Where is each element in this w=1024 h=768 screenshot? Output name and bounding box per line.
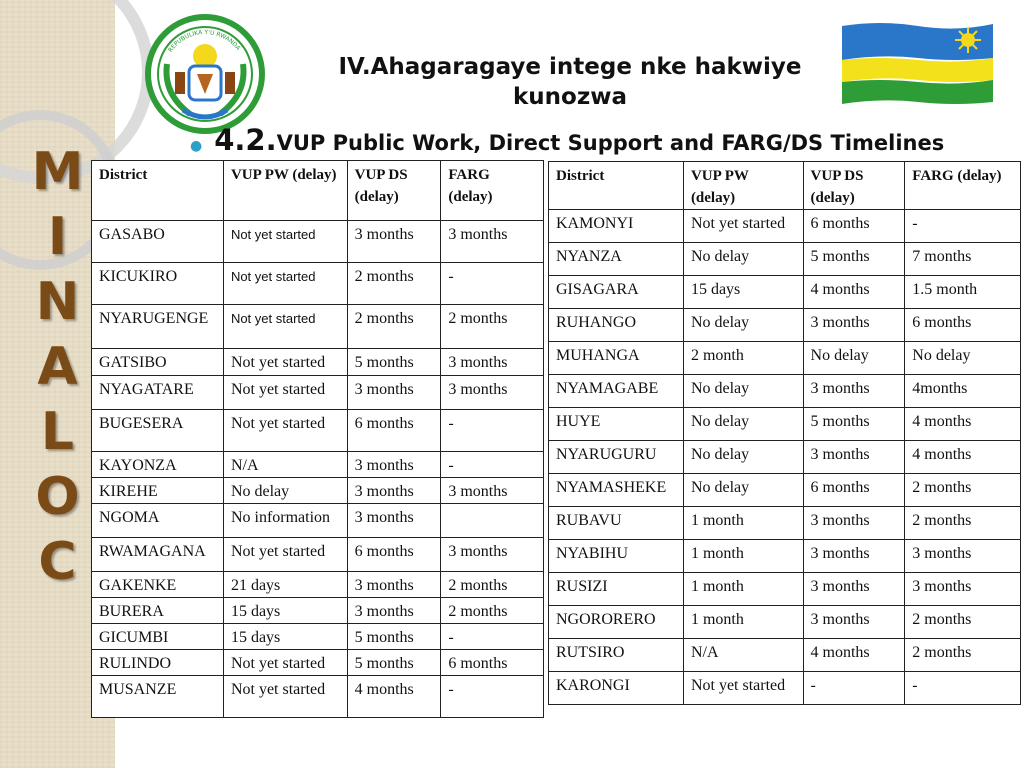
table-cell: 5 months: [347, 650, 441, 676]
table-cell: 3 months: [347, 572, 441, 598]
table-row: [549, 507, 1021, 540]
table-cell: Not yet started: [683, 210, 803, 243]
table-cell: RULINDO: [92, 650, 224, 676]
table-cell: 6 months: [441, 650, 544, 676]
table-cell: N/A: [683, 639, 803, 672]
table-cell: No delay: [905, 342, 1021, 375]
table-cell: Not yet started: [223, 221, 347, 263]
table-cell: NYAGATARE: [92, 376, 224, 410]
table-cell: 3 months: [347, 504, 441, 538]
table-cell: RUBAVU: [549, 507, 684, 540]
table-cell: KIREHE: [92, 478, 224, 504]
table-cell: 2 months: [905, 639, 1021, 672]
table-cell: No delay: [683, 474, 803, 507]
table-cell: Not yet started: [223, 410, 347, 452]
table-cell: 2 months: [905, 606, 1021, 639]
table-cell: Not yet started: [223, 263, 347, 305]
table-cell: Not yet started: [223, 376, 347, 410]
table-cell: 2 months: [347, 305, 441, 349]
table-cell: NYARUGURU: [549, 441, 684, 474]
table-cell: 15 days: [683, 276, 803, 309]
table-row: [549, 639, 1021, 672]
page-title: [240, 52, 900, 112]
table-cell: 3 months: [441, 538, 544, 572]
table-cell: NYABIHU: [549, 540, 684, 573]
table-cell: -: [441, 452, 544, 478]
table-cell: 3 months: [441, 349, 544, 376]
table-row: [549, 672, 1021, 705]
table-cell: 2 months: [441, 305, 544, 349]
table-cell: 3 months: [905, 540, 1021, 573]
table-cell: Not yet started: [223, 650, 347, 676]
table-row: [549, 441, 1021, 474]
table-cell: No information: [223, 504, 347, 538]
column-header: VUP PW (delay): [683, 162, 803, 210]
table-cell: 5 months: [347, 349, 441, 376]
table-row: [92, 572, 544, 598]
table-cell: Not yet started: [223, 676, 347, 718]
table-cell: MUHANGA: [549, 342, 684, 375]
column-header: FARG (delay): [441, 161, 544, 221]
table-row: [549, 276, 1021, 309]
table-row: [92, 305, 544, 349]
section-title: VUP Public Work, Direct Support and FARG/DS Timelines: [276, 131, 945, 155]
table-row: [92, 538, 544, 572]
table-cell: 4 months: [803, 639, 905, 672]
table-cell: RUSIZI: [549, 573, 684, 606]
table-cell: -: [905, 210, 1021, 243]
logo-letter: O: [35, 467, 80, 527]
table-cell: GISAGARA: [549, 276, 684, 309]
table-row: [549, 606, 1021, 639]
column-header: FARG (delay): [905, 162, 1021, 210]
table-cell: 1 month: [683, 540, 803, 573]
table-cell: 1.5 month: [905, 276, 1021, 309]
table-cell: 21 days: [223, 572, 347, 598]
table-row: [549, 375, 1021, 408]
table-cell: 4 months: [803, 276, 905, 309]
table-cell: 3 months: [803, 573, 905, 606]
table-row: [92, 263, 544, 305]
section-subtitle: [190, 123, 990, 157]
table-cell: 3 months: [803, 309, 905, 342]
table-cell: 3 months: [347, 598, 441, 624]
table-row: [92, 598, 544, 624]
table-cell: -: [441, 263, 544, 305]
district-delay-table-left: [91, 160, 544, 718]
table-cell: No delay: [683, 309, 803, 342]
table-cell: 3 months: [347, 478, 441, 504]
table-cell: GATSIBO: [92, 349, 224, 376]
column-header: VUP DS (delay): [347, 161, 441, 221]
table-row: [549, 342, 1021, 375]
table-cell: 6 months: [347, 410, 441, 452]
table-cell: -: [905, 672, 1021, 705]
table-cell: 6 months: [803, 210, 905, 243]
table-cell: 3 months: [905, 573, 1021, 606]
table-cell: NYAMAGABE: [549, 375, 684, 408]
table-row: [549, 408, 1021, 441]
table-cell: Not yet started: [223, 349, 347, 376]
table-row: [92, 221, 544, 263]
table-cell: 3 months: [347, 376, 441, 410]
table-cell: GAKENKE: [92, 572, 224, 598]
column-header: District: [549, 162, 684, 210]
table-cell: 2 months: [441, 572, 544, 598]
column-header: VUP DS (delay): [803, 162, 905, 210]
district-delay-table-right: [548, 161, 1021, 705]
table-cell: 3 months: [347, 221, 441, 263]
table-cell: 4months: [905, 375, 1021, 408]
table-row: [549, 474, 1021, 507]
table-cell: 6 months: [347, 538, 441, 572]
table-cell: 3 months: [803, 606, 905, 639]
table-cell: No delay: [683, 408, 803, 441]
table-cell: -: [441, 410, 544, 452]
table-cell: 3 months: [441, 478, 544, 504]
table-row: [92, 650, 544, 676]
table-cell: No delay: [223, 478, 347, 504]
table-cell: GICUMBI: [92, 624, 224, 650]
table-row: [92, 376, 544, 410]
table-cell: KAYONZA: [92, 452, 224, 478]
table-cell: 15 days: [223, 598, 347, 624]
table-row: [92, 349, 544, 376]
bullet-icon: ●: [190, 137, 203, 154]
column-header: VUP PW (delay): [223, 161, 347, 221]
table-cell: -: [441, 624, 544, 650]
table-cell: 4 months: [905, 408, 1021, 441]
table-cell: 1 month: [683, 573, 803, 606]
table-cell: 6 months: [905, 309, 1021, 342]
table-cell: 1 month: [683, 606, 803, 639]
table-cell: 15 days: [223, 624, 347, 650]
table-cell: 3 months: [803, 540, 905, 573]
table-cell: No delay: [683, 441, 803, 474]
table-cell: 2 months: [905, 507, 1021, 540]
table-cell: 7 months: [905, 243, 1021, 276]
table-cell: GASABO: [92, 221, 224, 263]
table-row: [549, 573, 1021, 606]
title-line-1: IV.Ahagaragaye intege nke hakwiye: [338, 54, 802, 80]
table-cell: 2 month: [683, 342, 803, 375]
table-cell: NYARUGENGE: [92, 305, 224, 349]
svg-text:REPUBULIKA Y'U RWANDA: REPUBULIKA Y'U RWANDA: [167, 28, 242, 54]
table-cell: KAMONYI: [549, 210, 684, 243]
table-cell: 3 months: [803, 441, 905, 474]
table-cell: 3 months: [441, 221, 544, 263]
table-cell: RUTSIRO: [549, 639, 684, 672]
logo-letter: C: [38, 532, 77, 592]
table-cell: -: [803, 672, 905, 705]
table-cell: 4 months: [347, 676, 441, 718]
table-row: [92, 478, 544, 504]
table-row: [549, 540, 1021, 573]
table-row: [549, 210, 1021, 243]
logo-letter: L: [40, 402, 75, 462]
logo-letter: N: [35, 272, 80, 332]
table-row: [92, 624, 544, 650]
table-cell: 3 months: [803, 507, 905, 540]
table-body: [549, 210, 1021, 705]
table-cell: No delay: [683, 243, 803, 276]
table-row: [549, 309, 1021, 342]
table-cell: 3 months: [441, 376, 544, 410]
table-cell: 5 months: [803, 408, 905, 441]
table-cell: 1 month: [683, 507, 803, 540]
table-cell: 3 months: [347, 452, 441, 478]
table-cell: N/A: [223, 452, 347, 478]
table-row: [92, 452, 544, 478]
table-cell: 2 months: [347, 263, 441, 305]
logo-letter: I: [47, 207, 68, 267]
table-row: [92, 676, 544, 718]
table-cell: KARONGI: [549, 672, 684, 705]
table-cell: RWAMAGANA: [92, 538, 224, 572]
table-cell: [441, 504, 544, 538]
table-cell: Not yet started: [223, 538, 347, 572]
table-cell: KICUKIRO: [92, 263, 224, 305]
table-cell: -: [441, 676, 544, 718]
section-number: 4.2.: [214, 123, 277, 157]
table-cell: RUHANGO: [549, 309, 684, 342]
table-cell: 4 months: [905, 441, 1021, 474]
table-cell: NYAMASHEKE: [549, 474, 684, 507]
table-body: [92, 221, 544, 718]
table-cell: Not yet started: [223, 305, 347, 349]
table-cell: HUYE: [549, 408, 684, 441]
table-cell: NGORORERO: [549, 606, 684, 639]
table-row: [549, 243, 1021, 276]
table-cell: 5 months: [803, 243, 905, 276]
table-cell: MUSANZE: [92, 676, 224, 718]
table-cell: BURERA: [92, 598, 224, 624]
table-cell: 5 months: [347, 624, 441, 650]
column-header: District: [92, 161, 224, 221]
table-cell: 2 months: [441, 598, 544, 624]
logo-letter: A: [37, 337, 78, 397]
table-cell: Not yet started: [683, 672, 803, 705]
table-cell: 3 months: [803, 375, 905, 408]
table-row: [92, 410, 544, 452]
table-cell: No delay: [803, 342, 905, 375]
logo-letter: M: [31, 142, 84, 202]
table-cell: NYANZA: [549, 243, 684, 276]
table-cell: NGOMA: [92, 504, 224, 538]
table-cell: 2 months: [905, 474, 1021, 507]
table-cell: No delay: [683, 375, 803, 408]
table-cell: BUGESERA: [92, 410, 224, 452]
table-row: [92, 504, 544, 538]
table-cell: 6 months: [803, 474, 905, 507]
title-line-2: kunozwa: [512, 84, 627, 110]
